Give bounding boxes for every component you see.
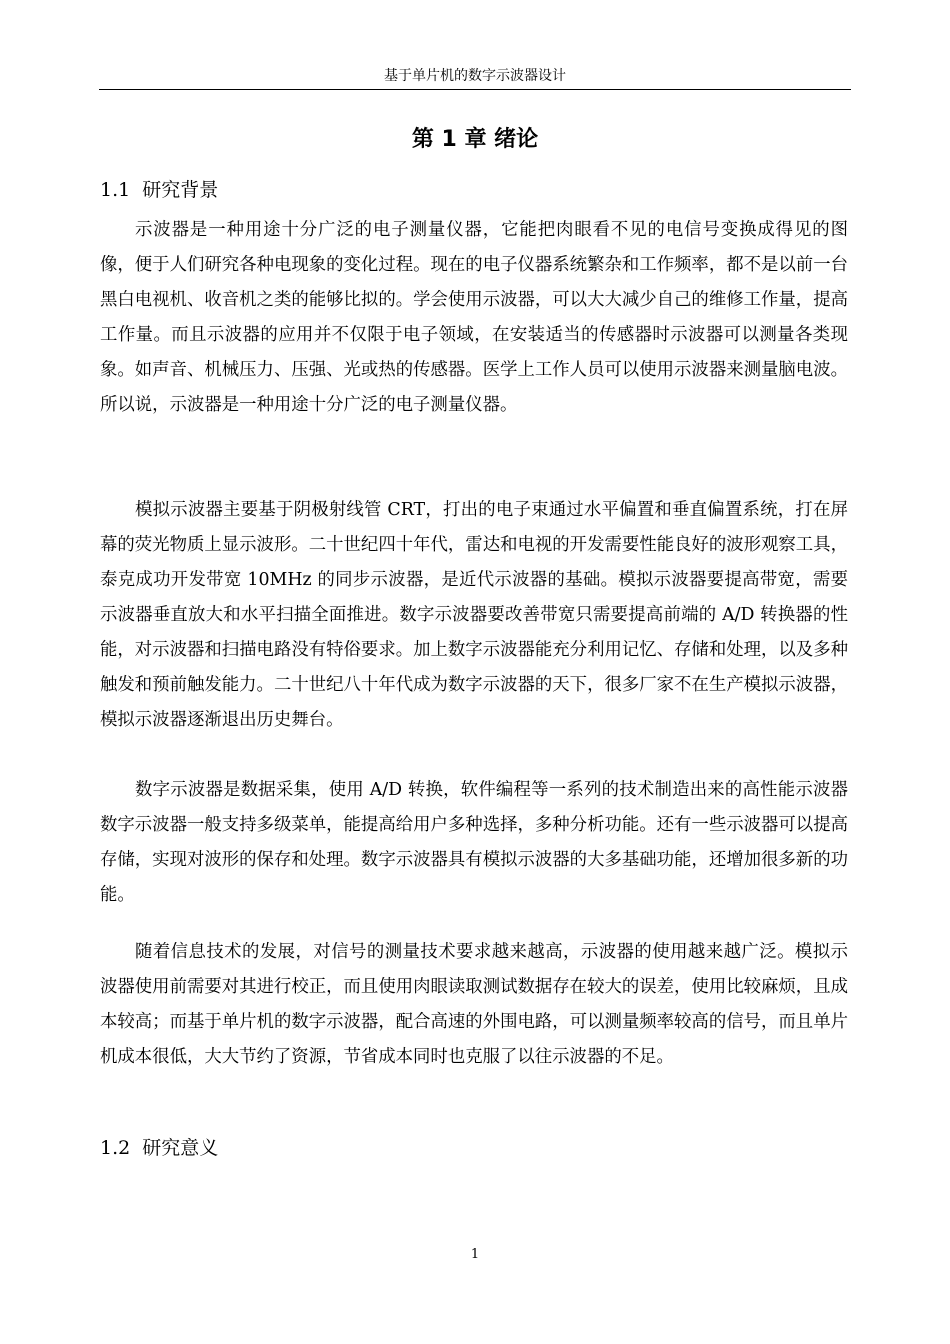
section-heading-1-1 <box>100 176 218 204</box>
running-header: 基于单片机的数字示波器设计 <box>384 68 566 84</box>
paragraph-2: 模拟示波器主要基于阴极射线管 CRT，打出的电子束通过水平偏置和垂直偏置系统，打在屏幕的荧光物质上显示波形。二十世纪四十年代，雷达和电视的开发需要性能良好的波形观察工具，泰克成功开发带宽 10MHz 的同步示波器，是近代示波器的基础。模拟示波器要提高带宽，需要示波器垂直放大和水平扫描全面推进。数字示波器要改善带宽只需要提高前端的 A/D 转换器的性能，对示波器和扫描电路没有特俗要求。加上数字示波器能充分利用记忆、存储和处理，以及多种触发和预前触发能力。二十世纪八十年代成为数字示波器的天下，很多厂家不在生产模拟示波器，模拟示波器逐渐退出历史舞台。 <box>100 500 848 730</box>
section-number: 1.2 <box>100 1137 131 1159</box>
page-number: 1 <box>470 1247 480 1262</box>
section-number: 1.1 <box>100 179 131 201</box>
paragraph-3: 数字示波器是数据采集，使用 A/D 转换，软件编程等一系列的技术制造出来的高性能示波器数字示波器一般支持多级菜单，能提高给用户多种选择，多种分析功能。还有一些示波器可以提高存储，实现对波形的保存和处理。数字示波器具有模拟示波器的大多基础功能，还增加很多新的功能。 <box>100 780 848 905</box>
section-heading-1-2 <box>100 1134 218 1162</box>
paragraph-1: 示波器是一种用途十分广泛的电子测量仪器，它能把肉眼看不见的电信号变换成得见的图像，便于人们研究各种电现象的变化过程。现在的电子仪器系统繁杂和工作频率，都不是以前一台黑白电视机、收音机之类的能够比拟的。学会使用示波器，可以大大减少自己的维修工作量，提高工作量。而且示波器的应用并不仅限于电子领域，在安装适当的传感器时示波器可以测量各类现象。如声音、机械压力、压强、光或热的传感器。医学上工作人员可以使用示波器来测量脑电波。所以说，示波器是一种用途十分广泛的电子测量仪器。 <box>100 220 848 415</box>
section-title: 研究意义 <box>142 1137 219 1159</box>
chapter-title: 第 1 章 绪论 <box>411 127 539 152</box>
header-divider <box>99 89 851 90</box>
section-title: 研究背景 <box>142 179 219 201</box>
paragraph-4: 随着信息技术的发展，对信号的测量技术要求越来越高，示波器的使用越来越广泛。模拟示波器使用前需要对其进行校正，而且使用肉眼读取测试数据存在较大的误差，使用比较麻烦，且成本较高；而基于单片机的数字示波器，配合高速的外围电路，可以测量频率较高的信号，而且单片机成本很低，大大节约了资源，节省成本同时也克服了以往示波器的不足。 <box>100 942 848 1067</box>
